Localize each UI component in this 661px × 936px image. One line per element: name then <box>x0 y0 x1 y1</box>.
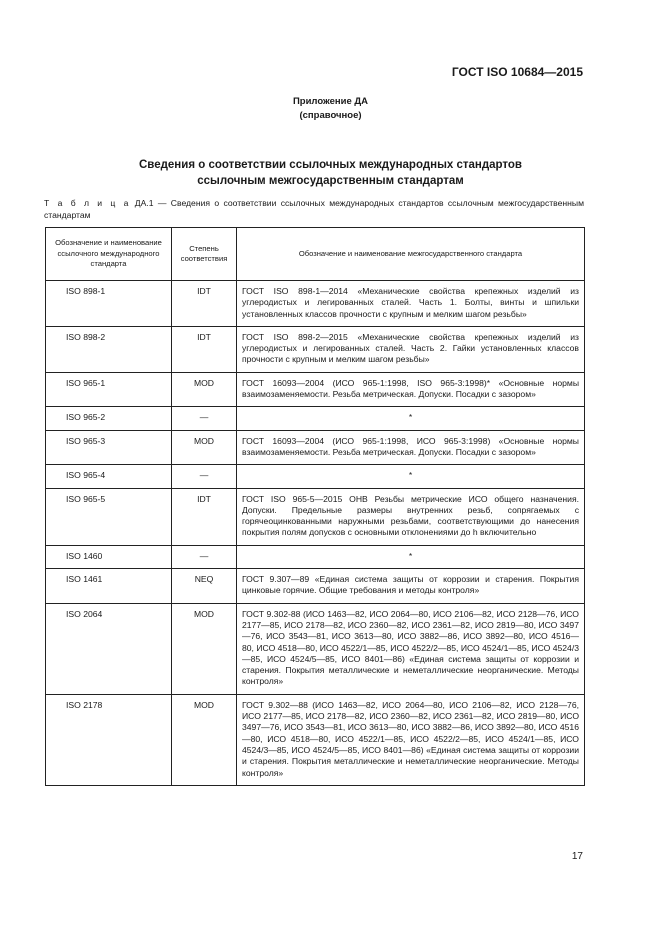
cell-degree: MOD <box>172 603 237 694</box>
table-row <box>46 430 585 465</box>
table-caption-text: ДА.1 — Сведения о соответствии ссылочных международных стандартов ссылочным межгосударственным стандартам <box>44 198 585 220</box>
correspondence-table <box>45 227 585 786</box>
cell-interstate-standard: ГОСТ ISO 965-5—2015 ОНВ Резьбы метрические ИСО общего назначения. Допуски. Предельные размеры внутренних резьб, сопрягаемых с горячеоцинкованными наружными резьбами, соответствующими до нанесения покрытия полям допусков с основными отклонениями до h включительно <box>237 488 585 545</box>
cell-interstate-standard: * <box>237 545 585 568</box>
annex-title: Приложение ДА <box>292 96 369 107</box>
document-code: ГОСТ ISO 10684—2015 <box>451 65 583 79</box>
table-row <box>46 407 585 430</box>
cell-degree: MOD <box>172 694 237 785</box>
cell-degree: — <box>172 545 237 568</box>
cell-degree: IDT <box>172 326 237 372</box>
cell-international-standard: ISO 1461 <box>46 569 172 604</box>
cell-interstate-standard: ГОСТ 9.302-88 (ИСО 1463—82, ИСО 2064—80, ИСО 2106—82, ИСО 2128—76, ИСО 2177—85, ИСО 2178—82, ИСО 2360—82, ИСО 2361—82, ИСО 2819—80, ИСО 3497—76, ИСО 3543—81, ИСО 3613—80, ИСО 3882—86, ИСО 3892—80, ИСО 4516—80, ИСО 4518—80, ИСО 4522/1—85, ИСО 4522/2—85, ИСО 4524/1—85, ИСО 4524/3—85, ИСО 4524/5—85, ИСО 8401—86) «Единая система защиты от коррозии и старения. Покрытия металлические и неметаллические неорганические. Методы контроля» <box>237 603 585 694</box>
section-title-line-1: Сведения о соответствии ссылочных международных стандартов <box>138 159 522 171</box>
cell-international-standard: ISO 898-1 <box>46 281 172 327</box>
table-row <box>46 326 585 372</box>
annex-heading <box>0 95 661 123</box>
table-row <box>46 372 585 407</box>
cell-degree: NEQ <box>172 569 237 604</box>
cell-international-standard: ISO 2064 <box>46 603 172 694</box>
cell-degree: — <box>172 407 237 430</box>
table-header-row <box>46 228 585 281</box>
table-row <box>46 545 585 568</box>
table-row <box>46 694 585 785</box>
table-row <box>46 465 585 488</box>
section-title-line-2: ссылочным межгосударственным стандартам <box>197 175 464 187</box>
cell-international-standard: ISO 1460 <box>46 545 172 568</box>
cell-interstate-standard: * <box>237 407 585 430</box>
cell-international-standard: ISO 965-5 <box>46 488 172 545</box>
table-row <box>46 488 585 545</box>
table-row <box>46 569 585 604</box>
table-caption-label: Т а б л и ц а <box>44 198 131 208</box>
cell-interstate-standard: ГОСТ ISO 898-2—2015 «Механические свойства крепежных изделий из углеродистых и легированных сталей. Часть 2. Гайки установленных классов прочности с крупным и мелким шагом резьбы» <box>237 326 585 372</box>
cell-international-standard: ISO 965-4 <box>46 465 172 488</box>
cell-degree: — <box>172 465 237 488</box>
page-number: 17 <box>571 851 583 862</box>
cell-degree: IDT <box>172 281 237 327</box>
cell-degree: MOD <box>172 430 237 465</box>
cell-interstate-standard: * <box>237 465 585 488</box>
cell-international-standard: ISO 2178 <box>46 694 172 785</box>
cell-interstate-standard: ГОСТ 9.302—88 (ИСО 1463—82, ИСО 2064—80, ИСО 2106—82, ИСО 2128—76, ИСО 2177—85, ИСО 2178—82, ИСО 2360—82, ИСО 2361—82, ИСО 2819—80, ИСО 3497—76, ИСО 3543—81, ИСО 3613—80, ИСО 3882—86, ИСО 3892—80, ИСО 4516—80, ИСО 4518—80, ИСО 4522/1—85, ИСО 4522/2—85, ИСО 4524/1—85, ИСО 4524/3—85, ИСО 4524/5—85, ИСО 8401—86) «Единая система защиты от коррозии и старения. Покрытия металлические и неметаллические неорганические. Методы контроля» <box>237 694 585 785</box>
cell-interstate-standard: ГОСТ 16093—2004 (ИСО 965-1:1998, ИСО 965-3:1998) «Основные нормы взаимозаменяемости. Резьба метрическая. Допуски. Посадки с зазором» <box>237 430 585 465</box>
cell-international-standard: ISO 965-2 <box>46 407 172 430</box>
section-title <box>0 157 661 189</box>
table-row <box>46 603 585 694</box>
annex-subtitle: (справочное) <box>299 110 362 121</box>
cell-degree: MOD <box>172 372 237 407</box>
table-caption <box>44 197 584 221</box>
cell-interstate-standard: ГОСТ 9.307—89 «Единая система защиты от коррозии и старения. Покрытия цинковые горячие. Общие требования и методы контроля» <box>237 569 585 604</box>
cell-interstate-standard: ГОСТ ISO 898-1—2014 «Механические свойства крепежных изделий из углеродистых и легированных сталей. Часть 1. Болты, винты и шпильки установленных классов прочности с крупным и мелким шагом резьбы» <box>237 281 585 327</box>
cell-international-standard: ISO 965-3 <box>46 430 172 465</box>
cell-degree: IDT <box>172 488 237 545</box>
header-interstate-standard: Обозначение и наименование межгосударственного стандарта <box>237 228 585 281</box>
cell-international-standard: ISO 965-1 <box>46 372 172 407</box>
table-row <box>46 281 585 327</box>
header-degree-of-correspondence: Степень соответствия <box>172 228 237 281</box>
cell-interstate-standard: ГОСТ 16093—2004 (ИСО 965-1:1998, ISO 965-3:1998)* «Основные нормы взаимозаменяемости. Резьба метрическая. Допуски. Посадки с зазором» <box>237 372 585 407</box>
header-international-standard: Обозначение и наименование ссылочного международного стандарта <box>46 228 172 281</box>
cell-international-standard: ISO 898-2 <box>46 326 172 372</box>
